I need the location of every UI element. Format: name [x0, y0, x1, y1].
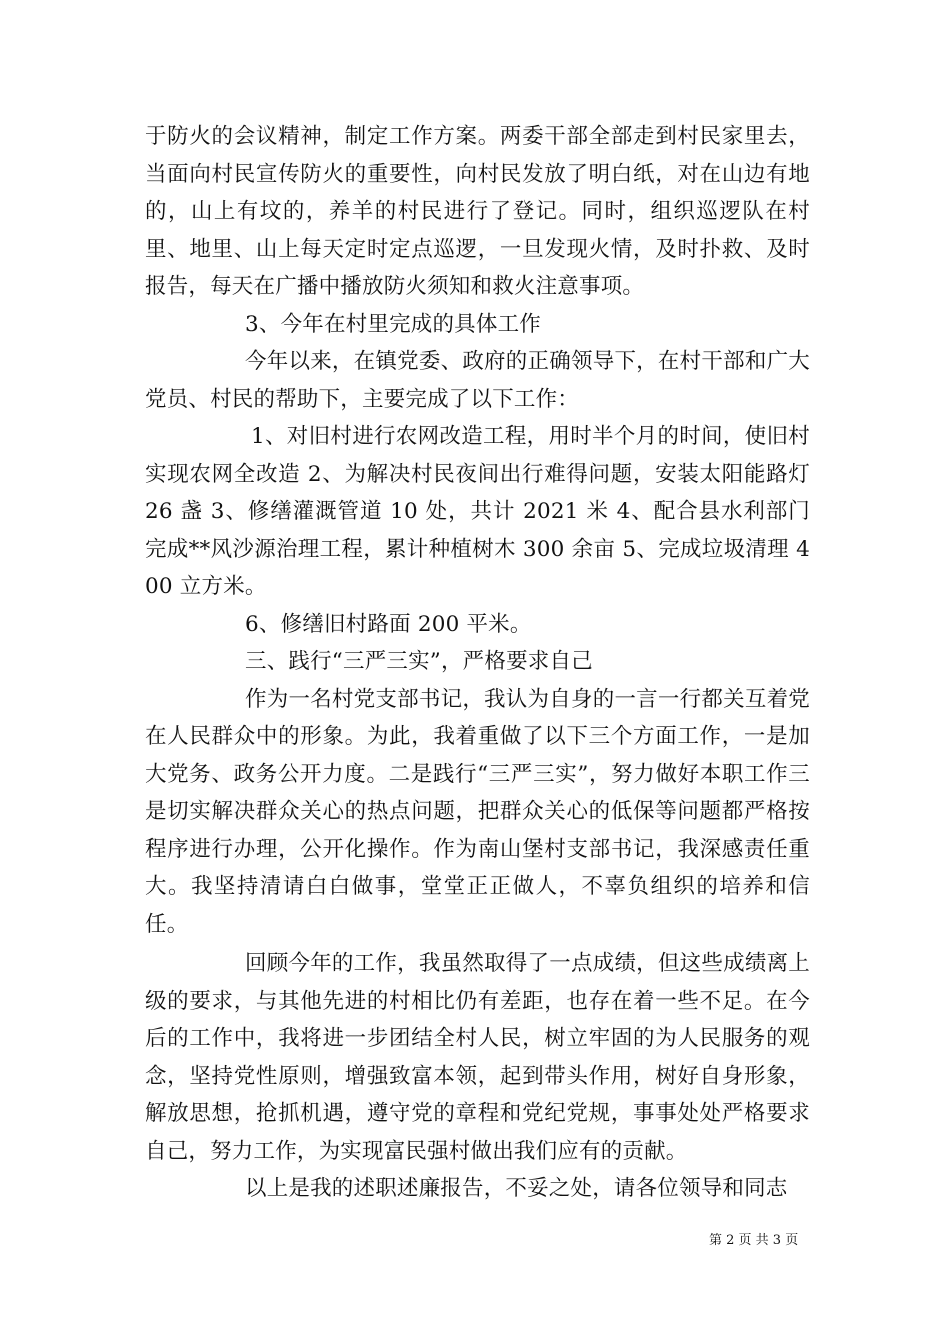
paragraph-party-secretary: 作为一名村党支部书记，我认为自身的一言一行都关互着党在人民群众中的形象。为此，我着重做了以下三个方面工作，一是加大党务、政务公开力度。二是践行“三严三实”，努力做好本职工作三是切实解决群众关心的热点问题，把群众关心的低保等问题都严格按程序进行办理，公开化操作。作为南山堡村支部书记，我深感责任重大。我坚持清请白白做事，堂堂正正做人，不辜负组织的培养和信任。: [145, 686, 810, 937]
paragraph-main-work-intro: 今年以来，在镇党委、政府的正确领导下，在村干部和广大党员、村民的帮助下，主要完成了以下工作：: [145, 349, 810, 412]
paragraph-review: 回顾今年的工作，我虽然取得了一点成绩，但这些成绩离上级的要求，与其他先进的村相比仍有差距，也存在着一些不足。在今后的工作中，我将进一步团结全村人民，树立牢固的为人民服务的观念，坚持党性原则，增强致富本领，起到带头作用，树好自身形象，解放思想，抢抓机遇，遵守党的章程和党纪党规，事事处处严格要求自己，努力工作，为实现富民强村做出我们应有的贡献。: [145, 951, 810, 1164]
document-body: [145, 118, 810, 1208]
section-heading-three-strict: 三、践行“三严三实”，严格要求自己: [245, 649, 593, 674]
paragraph-closing: 以上是我的述职述廉报告，不妥之处，请各位领导和同志: [245, 1176, 788, 1201]
page-number-footer: 第 2 页 共 3 页: [709, 1233, 799, 1248]
paragraph-work-list: 1、对旧村进行农网改造工程，用时半个月的时间，使旧村实现农网全改造 2、为解决村民夜间出行难得问题，安装太阳能路灯 26 盏 3、修缮灌溉管道 10 处，共计 2021 米 4、配合县水利部门完成**风沙源治理工程，累计种植树木 300 余亩 5、完成垃圾清理 400 立方米。: [145, 424, 810, 599]
paragraph-road-repair: 6、修缮旧村路面 200 平米。: [245, 611, 532, 637]
paragraph-fire-prevention: 于防火的会议精神，制定工作方案。两委干部全部走到村民家里去，当面向村民宣传防火的重要性，向村民发放了明白纸，对在山边有地的，山上有坟的，养羊的村民进行了登记。同时，组织巡逻队在村里、地里、山上每天定时定点巡逻，一旦发现火情，及时扑救、及时报告，每天在广播中播放防火须知和救火注意事项。: [145, 124, 810, 299]
section-heading-specific-work: 3、今年在村里完成的具体工作: [245, 311, 541, 337]
